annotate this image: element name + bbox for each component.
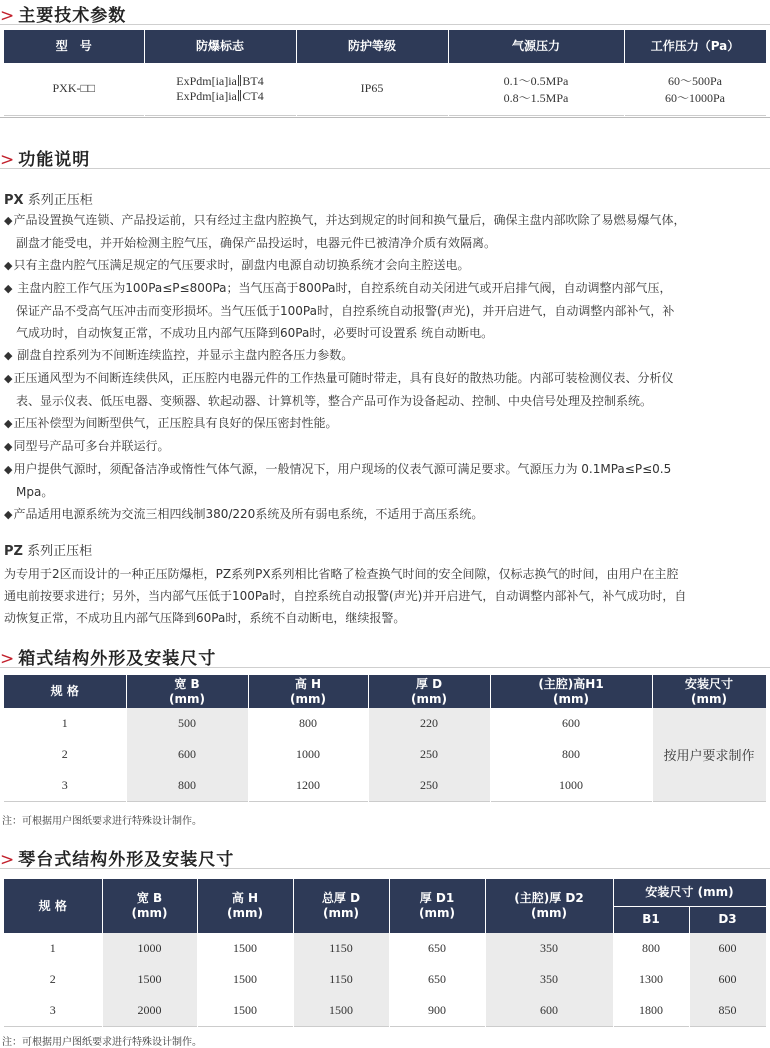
cell: 1150: [293, 933, 389, 964]
cell: 650: [389, 964, 485, 995]
cell: 1500: [293, 995, 389, 1026]
cell: 500: [126, 708, 248, 739]
diamond-icon: ◆: [4, 214, 13, 227]
arrow-icon: >: [0, 6, 16, 26]
diamond-icon: ◆: [4, 282, 13, 295]
cell: 1000: [102, 933, 197, 964]
header-width: 宽 B (mm): [126, 675, 248, 708]
cell: 250: [368, 739, 490, 770]
cell-air-pressure: 0.1～0.5MPa 0.8～1.5MPa: [448, 63, 624, 115]
cell: 1300: [613, 964, 689, 995]
list-item-cont: 保证产品不受高气压冲击而变形损坏。当气压低于100Pa时，自控系统自动报警(声光)，并开启进气，自动调整内部补气，补: [16, 304, 675, 318]
cell-work-pressure: 60～500Pa 60～1000Pa: [624, 63, 766, 115]
list-item: ◆正压补偿型为间断型供气，正压腔具有良好的保压密封性能。: [4, 416, 338, 430]
table-row: [4, 770, 766, 801]
header-air-pressure: 气源压力: [448, 30, 624, 63]
cell: 600: [485, 995, 613, 1026]
px-series-title: PX 系列正压柜: [4, 193, 93, 208]
header-spec: 规 格: [4, 675, 126, 708]
header-height: 高 H (mm): [197, 879, 293, 933]
cell-model: PXK-□□: [4, 63, 144, 115]
cell: 850: [689, 995, 766, 1026]
table-row: [4, 995, 766, 1026]
header-d3: D3: [689, 906, 766, 933]
section-title-box: > 箱式结构外形及安装尺寸: [0, 649, 217, 669]
list-item-cont: 表、显示仪表、低压电器、变频器、软起动器、计算机等，整合产品可作为设备起动、控制、中央信号处理及控制系统。: [16, 394, 653, 408]
pz-description: [4, 563, 770, 629]
cell: 1000: [490, 770, 652, 801]
cell-ex-mark: ExPdm[ia]ia∥BT4 ExPdm[ia]ia∥CT4: [144, 63, 296, 115]
cell: 2: [4, 964, 102, 995]
header-spec: 规 格: [4, 879, 102, 933]
diamond-icon: ◆: [4, 259, 13, 272]
header-depth: 厚 D (mm): [368, 675, 490, 708]
diamond-icon: ◆: [4, 440, 13, 453]
cell: 650: [389, 933, 485, 964]
table-row: [4, 933, 766, 964]
cell: 900: [389, 995, 485, 1026]
list-item: ◆用户提供气源时，须配备洁净或惰性气体气源，一般情况下，用户现场的仪表气源可满足要求。气源压力为 0.1MPa≤P≤0.5: [4, 462, 672, 476]
list-item: ◆正压通风型为不间断连续供风，正压腔内电器元件的工作热量可随时带走，具有良好的散热功能。内部可装检测仪表、分析仪: [4, 371, 674, 385]
cell: 800: [613, 933, 689, 964]
arrow-icon: >: [0, 649, 16, 669]
desk-dimension-table: [4, 879, 767, 1027]
install-note: 按用户要求制作: [652, 708, 766, 801]
list-item: ◆产品设置换气连锁、产品投运前，只有经过主盘内腔换气，并达到规定的时间和换气量后，确保主盘内部吹除了易燃易爆气体，: [4, 213, 686, 227]
desk-footnote: 注：可根据用户图纸要求进行特殊设计制作。: [2, 1037, 202, 1048]
diamond-icon: ◆: [4, 372, 13, 385]
box-dimension-table: [4, 675, 767, 802]
table-row: [4, 63, 766, 115]
diamond-icon: ◆: [4, 417, 13, 430]
cell: 220: [368, 708, 490, 739]
header-main-depth: (主腔)厚 D2 (mm): [485, 879, 613, 933]
list-item: ◆ 主盘内腔工作气压为100Pa≤P≤800Pa；当气压高于800Pa时，自控系统自动关闭进气或开启排气阀，自动调整内部气压，: [4, 281, 672, 295]
header-width: 宽 B (mm): [102, 879, 197, 933]
cell-protection: IP65: [296, 63, 448, 115]
cell: 800: [248, 708, 368, 739]
list-item-cont: 副盘才能受电，并开始检测主腔气压，确保产品投运时，电器元件已被清净介质有效隔离。: [16, 236, 497, 250]
params-table: [4, 30, 767, 116]
section-title-params: > 主要技术参数: [0, 6, 127, 26]
section-title-desk: > 琴台式结构外形及安装尺寸: [0, 850, 235, 870]
divider: [0, 168, 770, 169]
divider: [0, 24, 770, 25]
pz-series-title: PZ 系列正压柜: [4, 544, 93, 559]
cell: 250: [368, 770, 490, 801]
cell: 1200: [248, 770, 368, 801]
cell: 1800: [613, 995, 689, 1026]
cell: 2000: [102, 995, 197, 1026]
cell: 350: [485, 933, 613, 964]
cell: 600: [490, 708, 652, 739]
divider: [0, 868, 770, 869]
list-item: ◆产品适用电源系统为交流三相四线制380/220系统及所有弱电系统，不适用于高压系统。: [4, 507, 484, 521]
text-line: 通电前按要求进行；另外，当内部气压低于100Pa时，自控系统自动报警(声光)并开启进气，自动调整内部补气，补气成功时，自: [4, 589, 687, 603]
cell: 1500: [102, 964, 197, 995]
header-install: 安装尺寸 (mm): [613, 879, 766, 906]
cell: 800: [126, 770, 248, 801]
header-model: 型 号: [4, 30, 144, 63]
table-row: [4, 708, 766, 739]
cell: 3: [4, 995, 102, 1026]
cell: 350: [485, 964, 613, 995]
divider: [0, 117, 770, 118]
cell: 3: [4, 770, 126, 801]
box-footnote: 注：可根据用户图纸要求进行特殊设计制作。: [2, 816, 202, 827]
header-depth-d1: 厚 D1 (mm): [389, 879, 485, 933]
divider: [0, 667, 770, 668]
cell: 1: [4, 933, 102, 964]
header-main-height: (主腔)高H1 (mm): [490, 675, 652, 708]
header-install: 安装尺寸 (mm): [652, 675, 766, 708]
cell: 600: [689, 933, 766, 964]
cell: 2: [4, 739, 126, 770]
list-item-cont: 气成功时，自动恢复正常，不成功且内部气压降到60Pa时，必要时可设置系 统自动断电。: [16, 326, 494, 340]
diamond-icon: ◆: [4, 463, 13, 476]
text-line: 动恢复正常，不成功且内部气压降到60Pa时，系统不自动断电，继续报警。: [4, 611, 406, 625]
list-item: ◆ 副盘自控系列为不间断连续监控，并显示主盘内腔各压力参数。: [4, 348, 354, 362]
list-item: ◆只有主盘内腔气压满足规定的气压要求时，副盘内电源自动切换系统才会向主腔送电。: [4, 258, 470, 272]
arrow-icon: >: [0, 150, 16, 170]
cell: 1150: [293, 964, 389, 995]
cell: 1500: [197, 933, 293, 964]
header-b1: B1: [613, 906, 689, 933]
text-line: 为专用于2区而设计的一种正压防爆柜，PZ系列PX系列相比省略了检查换气时间的安全间隙，仅标志换气的时间，由用户在主腔: [4, 567, 679, 581]
cell: 1500: [197, 964, 293, 995]
cell: 600: [689, 964, 766, 995]
px-feature-list: [4, 209, 770, 526]
cell: 1: [4, 708, 126, 739]
diamond-icon: ◆: [4, 349, 13, 362]
header-height: 高 H (mm): [248, 675, 368, 708]
list-item-cont: Mpa。: [16, 485, 54, 499]
cell: 1000: [248, 739, 368, 770]
list-item: ◆同型号产品可多台并联运行。: [4, 439, 170, 453]
table-row: [4, 964, 766, 995]
header-work-pressure: 工作压力（Pa）: [624, 30, 766, 63]
arrow-icon: >: [0, 850, 16, 870]
table-row: [4, 739, 766, 770]
cell: 800: [490, 739, 652, 770]
cell: 600: [126, 739, 248, 770]
section-title-function: > 功能说明: [0, 150, 91, 170]
header-ex-mark: 防爆标志: [144, 30, 296, 63]
header-total-depth: 总厚 D (mm): [293, 879, 389, 933]
header-protection: 防护等级: [296, 30, 448, 63]
diamond-icon: ◆: [4, 508, 13, 521]
cell: 1500: [197, 995, 293, 1026]
